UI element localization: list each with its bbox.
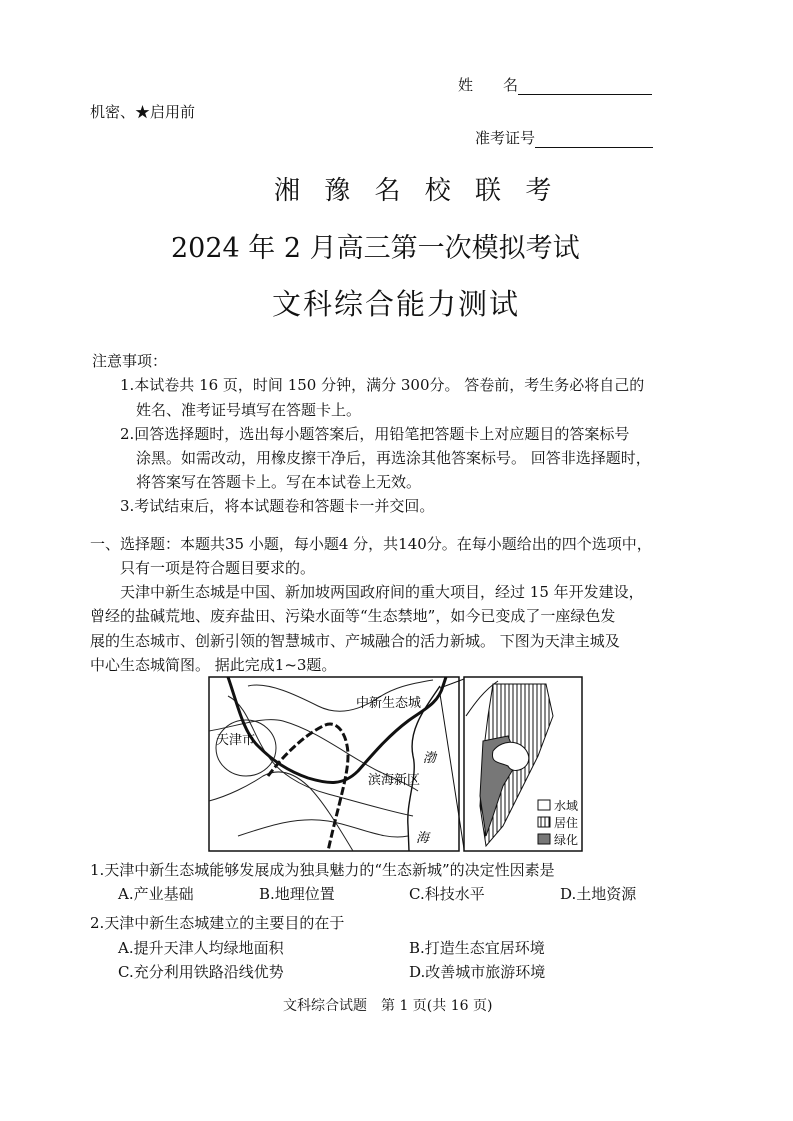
name-label: 姓 名: [458, 76, 519, 94]
q2-option-a[interactable]: A.提升天津人均绿地面积: [118, 939, 284, 957]
tianjin-map-figure: [208, 676, 584, 854]
exam-union-title: 湘 豫 名 校 联 考: [274, 176, 560, 206]
q1-option-d[interactable]: D.土地资源: [560, 885, 637, 903]
q1-option-b[interactable]: B.地理位置: [259, 885, 335, 903]
q1-option-c[interactable]: C.科技水平: [409, 885, 485, 903]
legend-water-label: 水域: [554, 799, 579, 813]
confidential-label: 机密、★启用前: [90, 103, 196, 121]
label-hai: 海: [416, 831, 430, 846]
legend-green-swatch: [538, 834, 550, 844]
railway-line-1: [228, 677, 446, 782]
notice-item-2: 2.回答选择题时，选出每小题答案后，用铅笔把答题卡上对应题目的答案标号: [120, 425, 630, 443]
passage-line-1: 天津中新生态城是中国、新加坡两国政府间的重大项目，经过 15 年开发建设，: [120, 583, 644, 601]
q1-option-a[interactable]: A.产业基础: [118, 885, 194, 903]
river-line-3: [238, 820, 408, 837]
passage-line-4: 中心生态城简图。 据此完成1~3题。: [90, 656, 337, 674]
label-tianjin: 天津市: [216, 733, 256, 748]
notice-item-2-cont: 涂黑。如需改动，用橡皮擦干净后，再选涂其他答案标号。 回答非选择题时，: [136, 449, 651, 467]
subject-title: 文科综合能力测试: [272, 287, 521, 321]
boundary-line: [228, 696, 413, 816]
legend-green-label: 绿化: [554, 833, 579, 847]
exam-number-label: 准考证号: [475, 129, 536, 147]
name-field-row: [458, 74, 652, 95]
label-bo: 渤: [423, 751, 437, 766]
notice-item-3: 3.考试结束后，将本试题卷和答题卡一并交回。: [120, 497, 435, 515]
q2-option-b[interactable]: B.打造生态宜居环境: [409, 939, 545, 957]
question-2: 2.天津中新生态城建立的主要目的在于: [90, 914, 345, 932]
passage-line-2: 曾经的盐碱荒地、废弃盐田、污染水面等“生态禁地”，如今已变成了一座绿色发: [90, 607, 616, 625]
notice-item-1: 1.本试卷共 16 页，时间 150 分钟，满分 300分。 答卷前，考生务必将自己的: [120, 376, 645, 394]
passage-line-3: 展的生态城市、创新引领的智慧城市、产城融合的活力新城。 下图为天津主城及: [90, 632, 620, 650]
q2-option-c[interactable]: C.充分利用铁路沿线优势: [118, 963, 284, 981]
legend-water-swatch: [538, 800, 550, 810]
page-footer: 文科综合试题 第 1 页(共 16 页): [283, 998, 493, 1014]
name-blank: [518, 78, 652, 95]
notice-heading: 注意事项：: [92, 352, 168, 370]
exam-number-blank: [535, 131, 653, 148]
legend-residential-label: 居住: [554, 816, 579, 830]
label-ecocity: 中新生态城: [356, 696, 422, 711]
connector-bottom: [440, 694, 464, 849]
legend-residential-swatch: [538, 817, 550, 827]
notice-item-2-cont2: 将答案写在答题卡上。写在本试卷上无效。: [136, 473, 422, 491]
label-binhai: 滨海新区: [368, 773, 421, 788]
exam-name-title: 2024 年 2 月高三第一次模拟考试: [171, 233, 580, 264]
notice-item-1-cont: 姓名、准考证号填写在答题卡上。: [136, 401, 362, 419]
section-heading-cont: 只有一项是符合题目要求的。: [120, 559, 316, 577]
question-1: 1.天津中新生态城能够发展成为独具魅力的“生态新城”的决定性因素是: [90, 861, 555, 879]
exam-number-row: [475, 127, 653, 148]
section-heading: 一、选择题：本题共35 小题，每小题4 分，共140分。在每小题给出的四个选项中，: [90, 535, 652, 553]
q2-option-d[interactable]: D.改善城市旅游环境: [409, 963, 546, 981]
